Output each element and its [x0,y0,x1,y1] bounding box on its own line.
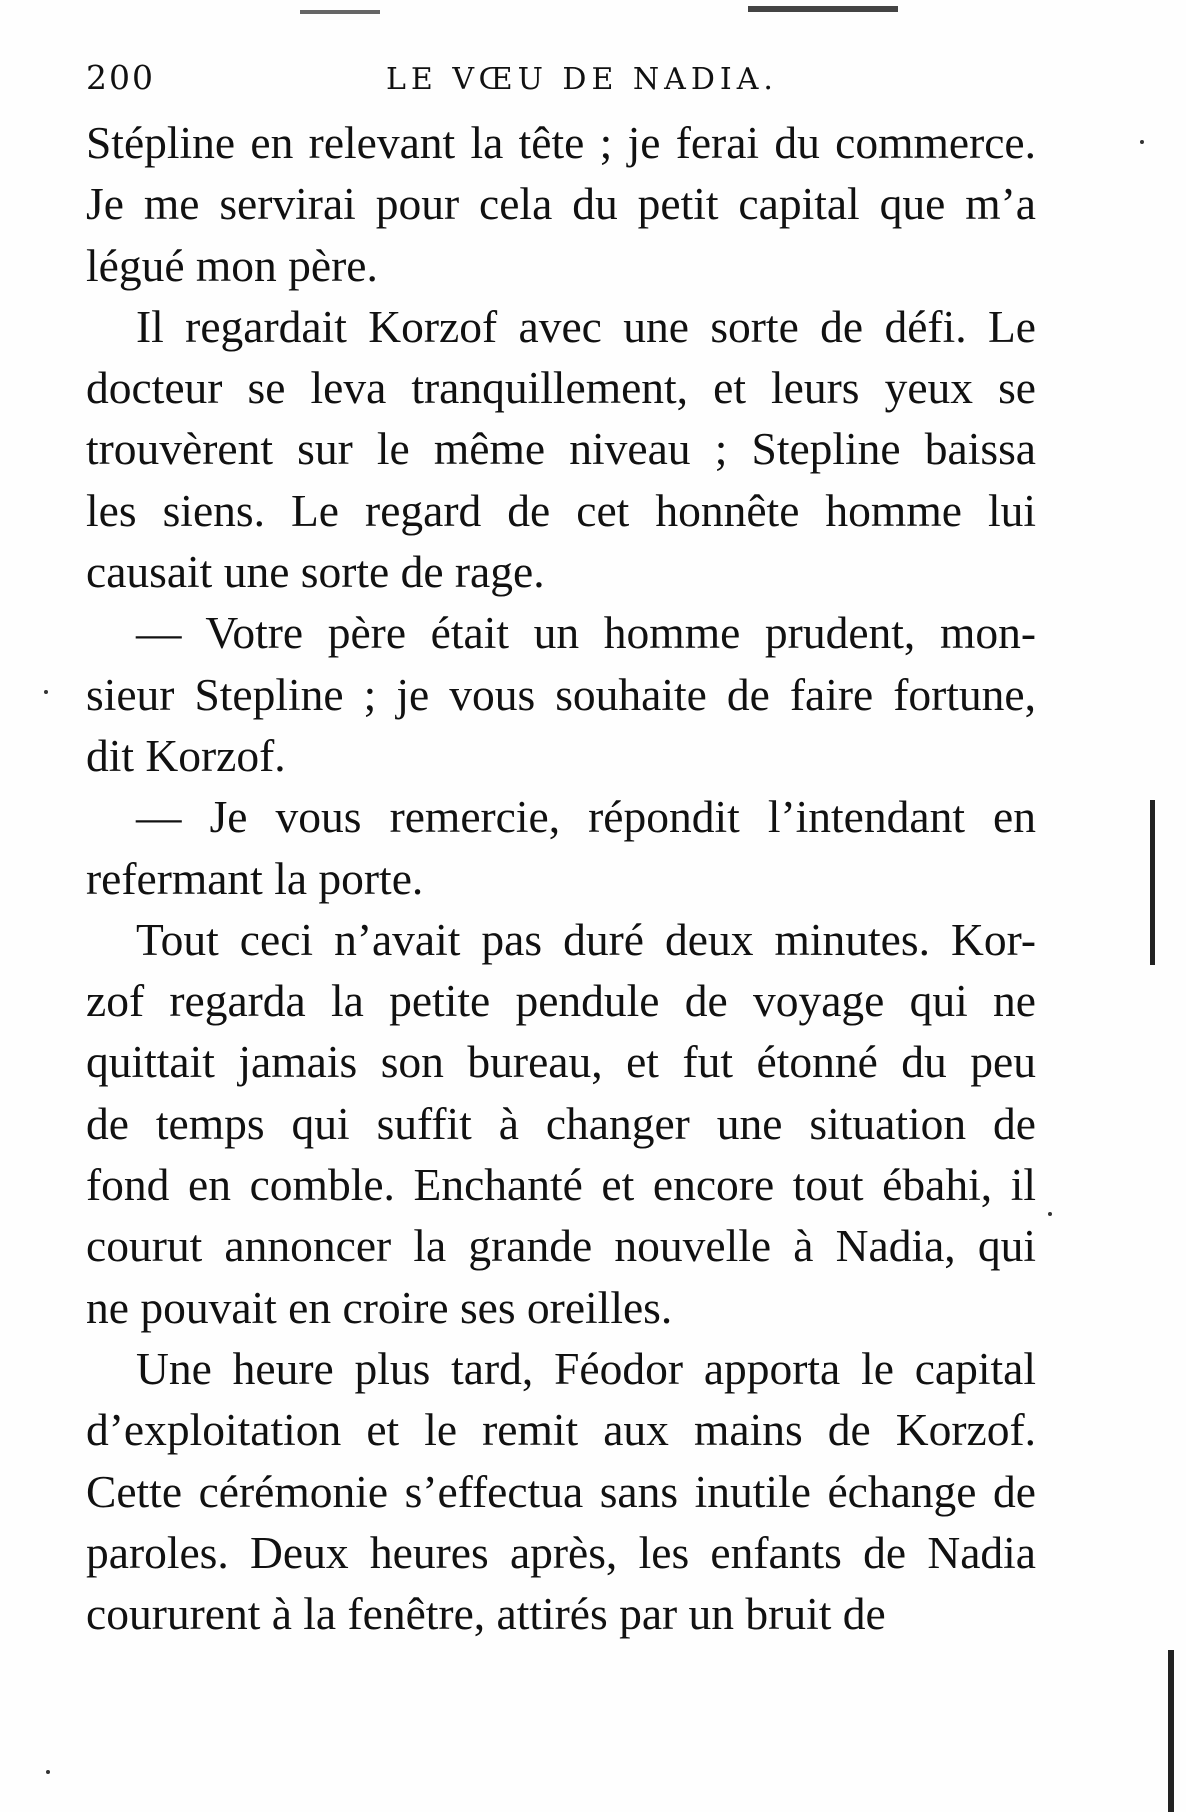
text-line: refermant la porte. [86,852,424,904]
text-line: Une heure plus tard, Féodor apporta le capital [136,1342,1036,1394]
text-line: — Je vous remercie, répondit l’intendant en [136,791,1036,843]
running-title: LE VŒU DE NADIA. [386,62,778,97]
text-line: coururent à la fenêtre, attirés par un bruit de [86,1588,886,1640]
text-line: Tout ceci n’avait pas duré deux minutes. Kor- [136,913,1036,965]
scan-artifact [1150,800,1155,965]
scan-speck [1048,1212,1052,1216]
text-line: fond en comble. Enchanté et encore tout ébahi, il [86,1159,1036,1211]
running-header [86,48,1036,108]
text-line: les siens. Le regard de cet honnête homme lui [86,484,1036,536]
scan-speck [1140,140,1144,144]
text-line: — Votre père était un homme prudent, mon- [136,607,1036,659]
text-line: légué mon père. [86,239,378,291]
text-line: Il regardait Korzof avec une sorte de défi. Le [136,300,1036,352]
text-line: courut annoncer la grande nouvelle à Nadia, qui [86,1220,1036,1272]
scan-artifact [1168,1650,1174,1812]
scan-artifact [300,10,380,14]
paragraph [86,1338,1036,1644]
text-line: Stépline en relevant la tête ; je ferai du commerce. [86,117,1036,168]
paragraph [86,112,1036,296]
paragraph [86,909,1036,1338]
text-line: d’exploitation et le remit aux mains de Korzof. [86,1404,1036,1456]
text-line: Cette cérémonie s’effectua sans inutile échange de [86,1465,1036,1517]
text-line: trouvèrent sur le même niveau ; Stepline baissa [86,423,1036,475]
text-line: sieur Stepline ; je vous souhaite de faire fortune, [86,668,1036,720]
paragraph [86,602,1036,786]
text-line: de temps qui suffit à changer une situation de [86,1097,1036,1149]
scan-speck [46,1770,50,1774]
text-line: paroles. Deux heures après, les enfants de Nadia [86,1526,1036,1578]
text-line: Je me servirai pour cela du petit capital que m’a [86,178,1036,230]
text-line: docteur se leva tranquillement, et leurs yeux se [86,362,1036,414]
scan-artifact [748,6,898,12]
text-line: quittait jamais son bureau, et fut étonné du peu [86,1036,1036,1088]
text-line: ne pouvait en croire ses oreilles. [86,1281,673,1333]
text-line: dit Korzof. [86,729,286,781]
scan-speck [44,690,48,694]
text-line: zof regarda la petite pendule de voyage qui ne [86,975,1036,1027]
text-line: causait une sorte de rage. [86,546,545,598]
page-number: 200 [86,58,155,97]
body-text [86,112,1036,1644]
paragraph [86,786,1036,909]
paragraph [86,296,1036,602]
